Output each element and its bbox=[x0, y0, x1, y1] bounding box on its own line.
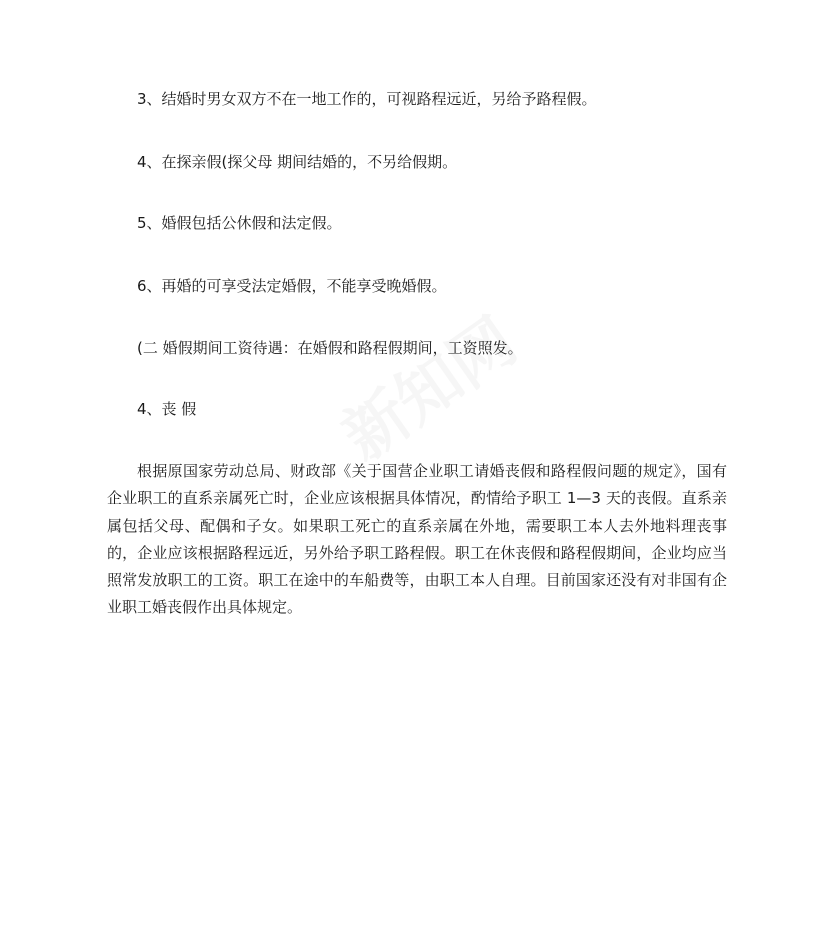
list-item: (二 婚假期间工资待遇：在婚假和路程假期间，工资照发。 bbox=[137, 339, 523, 357]
section-heading: 4、丧 假 bbox=[137, 400, 197, 418]
list-item: 6、再婚的可享受法定婚假，不能享受晚婚假。 bbox=[137, 277, 447, 295]
list-item: 5、婚假包括公休假和法定假。 bbox=[137, 214, 342, 232]
body-paragraph: 根据原国家劳动总局、财政部《关于国营企业职工请婚丧假和路程假问题的规定》，国有企业职工的直系亲属死亡时，企业应该根据具体情况，酌情给予职工 1—3 天的丧假。直系亲属包括父母、配偶和子女。如果职工死亡的直系亲属在外地，需要职工本人去外地料理丧事的，企业应该根据路程远近，另外给予职工路程假。职工在休丧假和路程假期间，企业均应当照常发放职工的工资。职工在途中的车船费等，由职工本人自理。目前国家还没有对非国有企业职工婚丧假作出具体规定。 bbox=[107, 462, 727, 617]
list-item: 4、在探亲假(探父母 期间结婚的，不另给假期。 bbox=[137, 153, 458, 171]
list-item: 3、结婚时男女双方不在一地工作的，可视路程远近，另给予路程假。 bbox=[137, 90, 597, 108]
